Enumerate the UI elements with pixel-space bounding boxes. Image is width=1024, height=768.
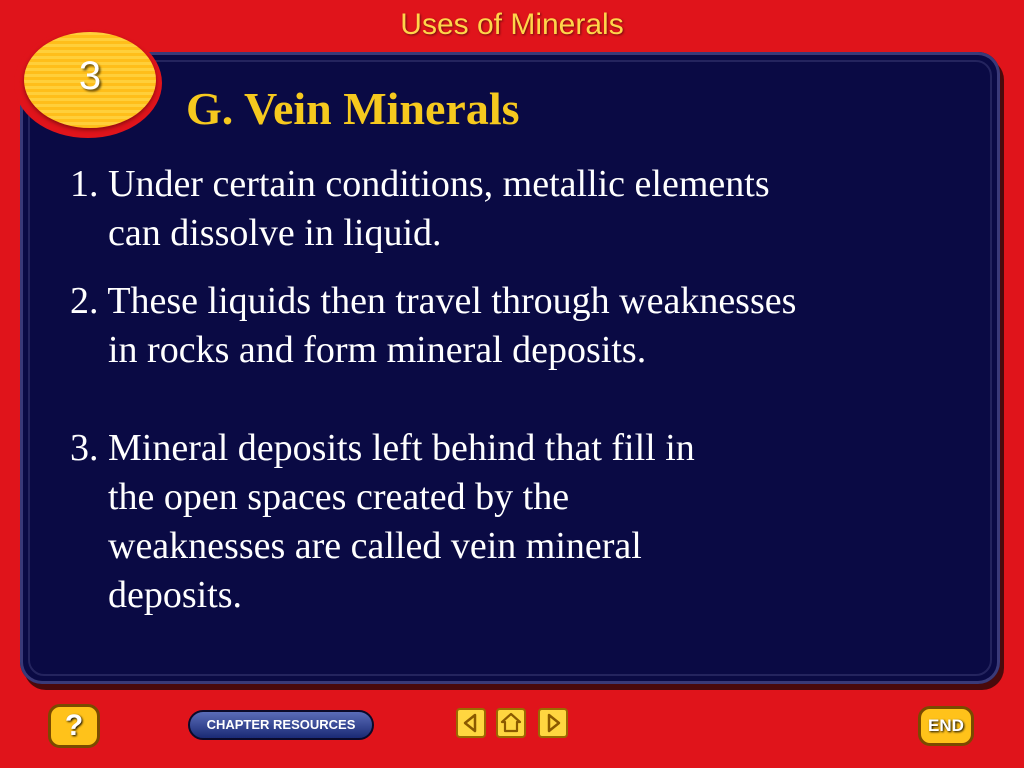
bullet-line: the open spaces created by the [108, 476, 570, 518]
section-number: 3 [78, 54, 102, 98]
next-button[interactable] [538, 708, 568, 738]
arrow-left-icon [458, 710, 484, 736]
bullet-line: weaknesses are called vein mineral [108, 525, 642, 567]
end-button[interactable]: END [918, 706, 974, 746]
bullet-line: 3. Mineral deposits left behind that fill in [70, 427, 695, 469]
home-icon [498, 710, 524, 736]
section-badge [24, 32, 156, 128]
bullet-line: 1. Under certain conditions, metallic elements [70, 163, 770, 205]
bullet-line: can dissolve in liquid. [108, 212, 442, 254]
bullet-point-3 [70, 424, 970, 620]
help-button[interactable]: ? [48, 704, 100, 748]
home-button[interactable] [496, 708, 526, 738]
bullet-point-2 [70, 277, 970, 375]
slide-heading: G. Vein Minerals [186, 83, 520, 134]
bullet-line: 2. These liquids then travel through weaknesses [70, 280, 797, 322]
previous-button[interactable] [456, 708, 486, 738]
presentation-title: Uses of Minerals [400, 8, 624, 41]
arrow-right-icon [540, 710, 566, 736]
bullet-line: in rocks and form mineral deposits. [108, 329, 647, 371]
bullet-line: deposits. [108, 574, 243, 616]
bullet-point-1 [70, 160, 970, 258]
chapter-resources-button[interactable]: CHAPTER RESOURCES [188, 710, 374, 740]
